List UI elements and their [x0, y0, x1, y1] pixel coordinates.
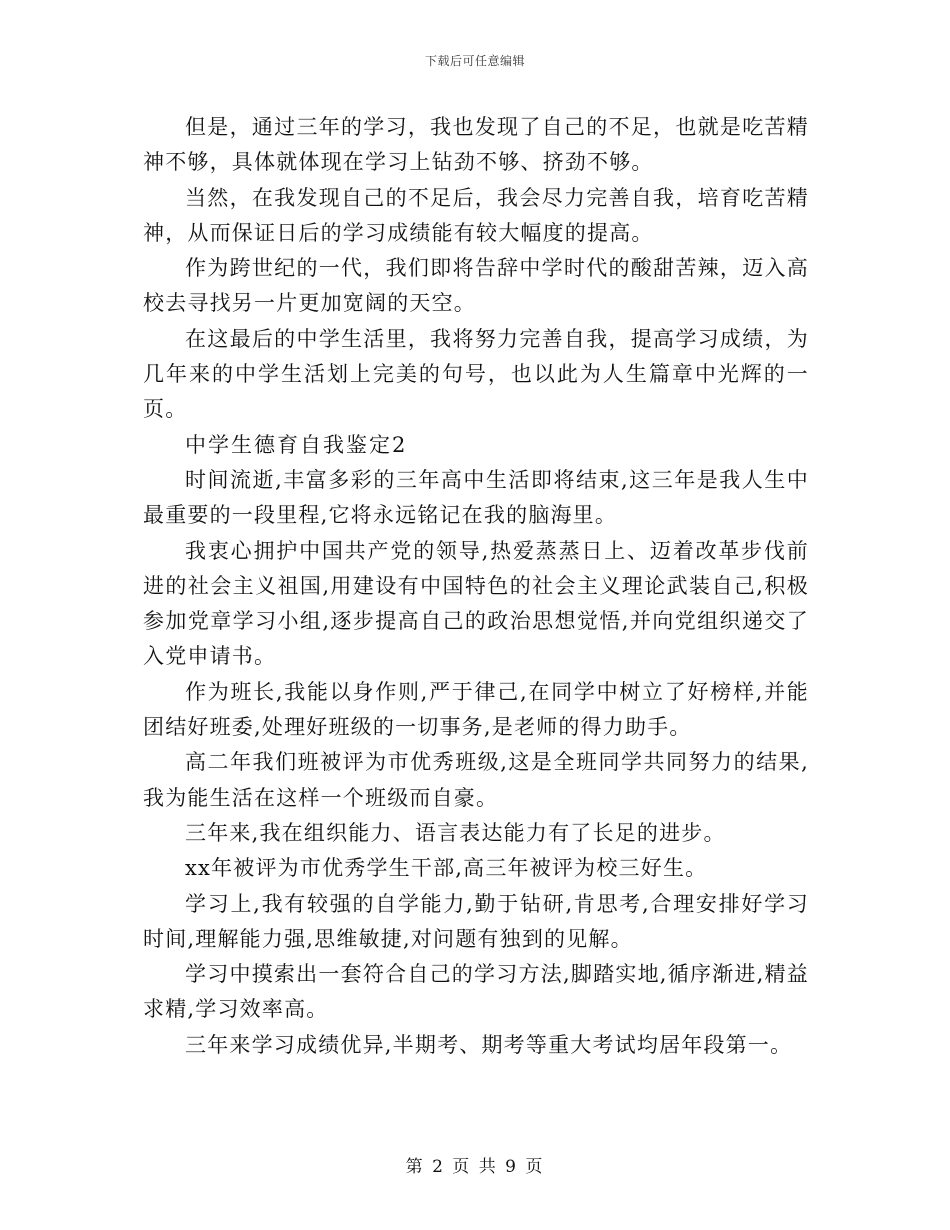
- paragraph: 我衷心拥护中国共产党的领导,热爱蒸蒸日上、迈着改革步伐前进的社会主义祖国,用建设有中国特色的社会主义理论武装自己,积极参加党章学习小组,逐步提高自己的政治思想觉悟,并向党组织递交了入党申请书。: [143, 538, 809, 669]
- page-header-note: 下载后可任意编辑: [424, 54, 525, 68]
- document-body: [143, 110, 809, 1063]
- paragraph: 在这最后的中学生活里，我将努力完善自我，提高学习成绩，为几年来的中学生活划上完美的句号，也以此为人生篇章中光辉的一页。: [143, 326, 809, 422]
- paragraph: 时间流逝,丰富多彩的三年高中生活即将结束,这三年是我人生中最重要的一段里程,它将永远铭记在我的脑海里。: [143, 467, 809, 528]
- paragraph: 学习上,我有较强的自学能力,勤于钻研,肯思考,合理安排好学习时间,理解能力强,思维敏捷,对问题有独到的见解。: [143, 891, 809, 951]
- paragraph: 三年来,我在组织能力、语言表达能力有了长足的进步。: [185, 820, 726, 845]
- paragraph: 学习中摸索出一套符合自己的学习方法,脚踏实地,循序渐进,精益求精,学习效率高。: [143, 962, 809, 1022]
- page-number: 第 2 页 共 9 页: [405, 1157, 545, 1177]
- paragraph: 当然，在我发现自己的不足后，我会尽力完善自我，培育吃苦精神，从而保证日后的学习成绩能有较大幅度的提高。: [143, 185, 809, 245]
- paragraph: 作为跨世纪的一代，我们即将告辞中学时代的酸甜苦辣，迈入高校去寻找另一片更加宽阔的天空。: [143, 256, 809, 316]
- paragraph: 三年来学习成绩优异,半期考、期考等重大考试均居年段第一。: [185, 1032, 793, 1057]
- paragraph: 高二年我们班被评为市优秀班级,这是全班同学共同努力的结果,我为能生活在这样一个班级而自豪。: [143, 750, 809, 810]
- paragraph: 但是，通过三年的学习，我也发现了自己的不足，也就是吃苦精神不够，具体就体现在学习上钻劲不够、挤劲不够。: [143, 115, 809, 175]
- paragraph: 作为班长,我能以身作则,严于律己,在同学中树立了好榜样,并能团结好班委,处理好班级的一切事务,是老师的得力助手。: [143, 679, 809, 740]
- paragraph: xx年被评为市优秀学生干部,高三年被评为校三好生。: [185, 856, 708, 881]
- section-heading: 中学生德育自我鉴定2: [185, 432, 408, 457]
